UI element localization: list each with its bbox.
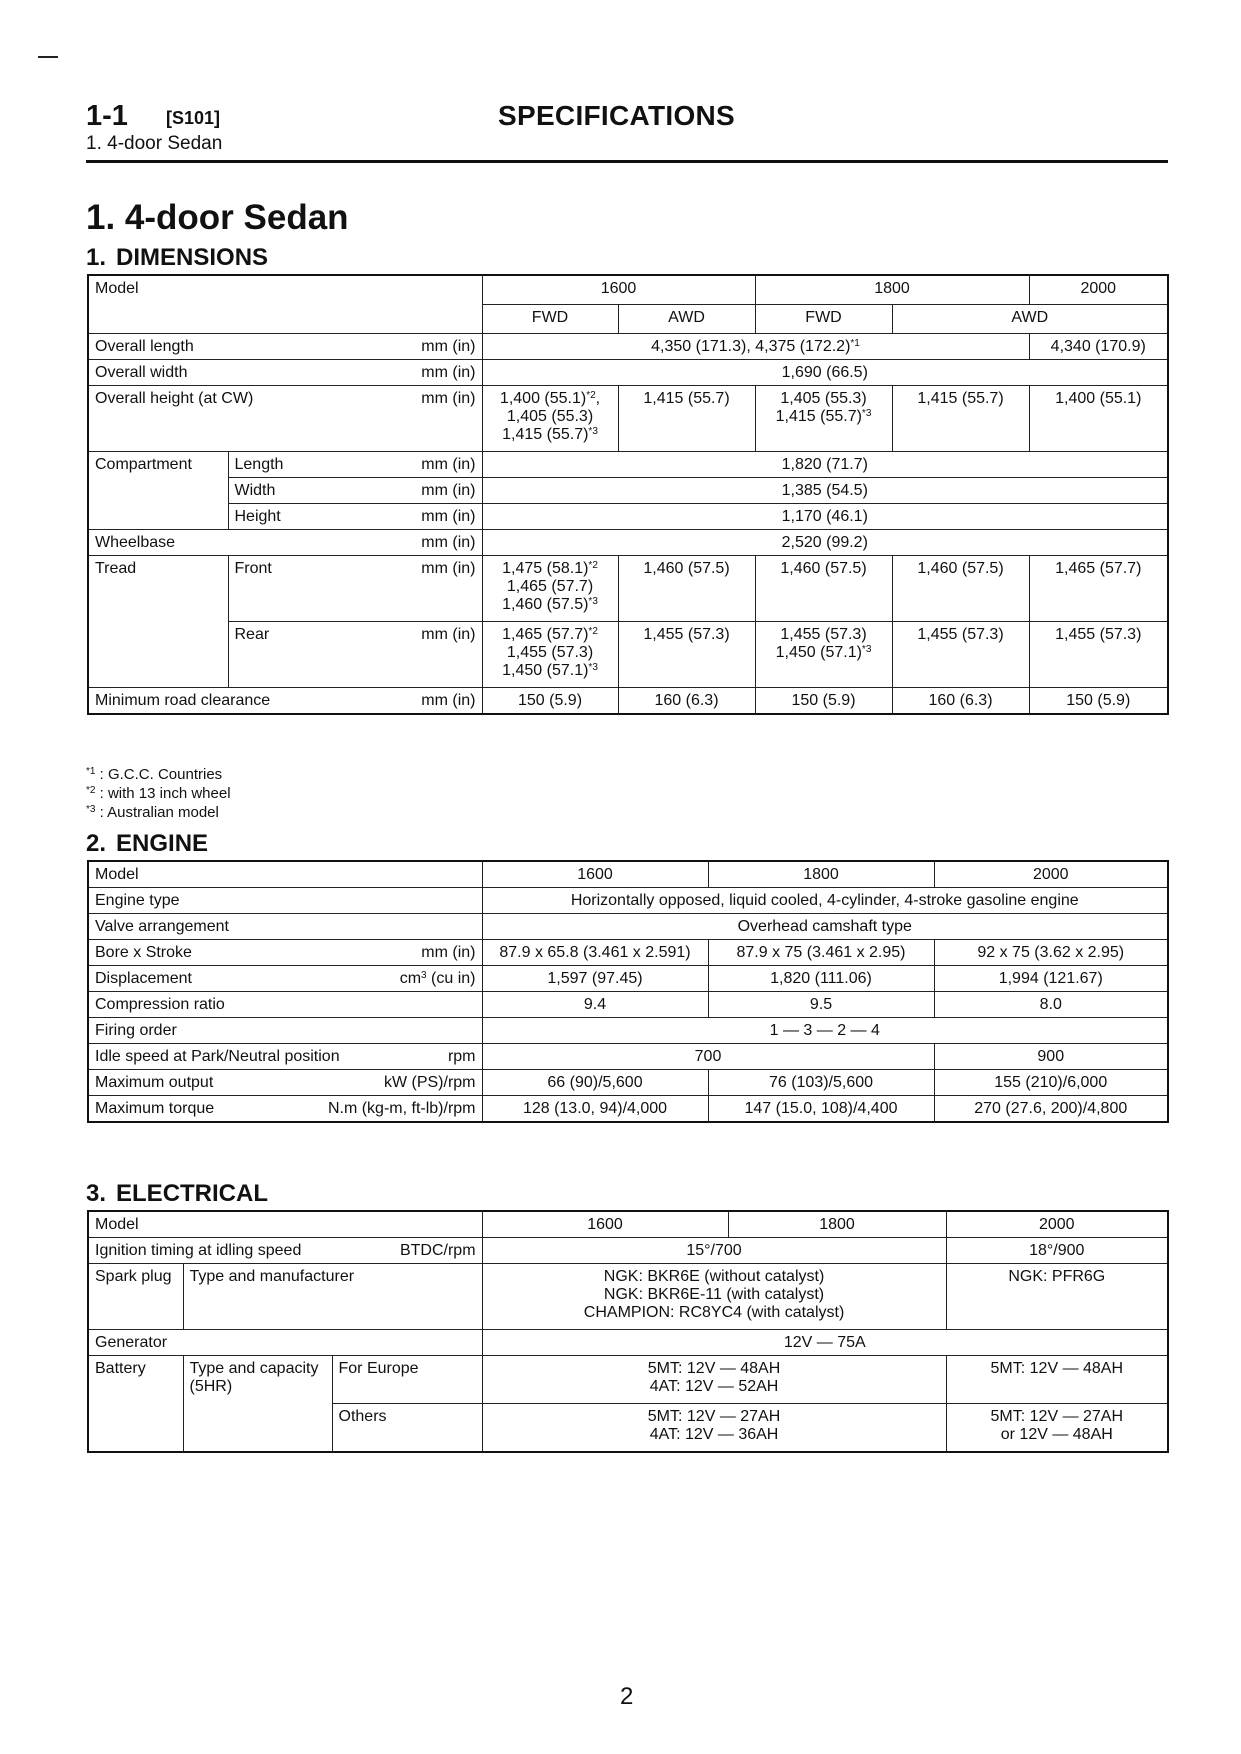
table-row [88,1238,1168,1264]
displacement-label: Displacement $cm^3$ (cu in) [88,966,482,992]
displacement-value: 1,597 (97.45) [482,966,708,992]
table-row [88,688,1168,715]
displacement-value: 1,994 (121.67) [934,966,1168,992]
min-clearance-value: 150 (5.9) [755,688,892,715]
model-2000: 2000 [946,1211,1168,1238]
engine-type-value: Horizontally opposed, liquid cooled, 4-cylinder, 4-stroke gasoline engine [482,888,1168,914]
tread-front-1600-awd: 1,460 (57.5) [618,556,755,622]
engine-heading-num: 2. [86,830,107,857]
torque-value: 128 (13.0, 94)/4,000 [482,1096,708,1123]
battery-europe-value-2000: 5MT: 12V — 48AH [946,1356,1168,1404]
table-row [88,914,1168,940]
footnotes [86,765,231,822]
output-label: Maximum output kW (PS)/rpm [88,1070,482,1096]
engine-heading [86,830,208,858]
table-row [88,861,1168,888]
table-row [88,992,1168,1018]
scan-mark [38,56,58,58]
overall-height-1600-awd: 1,415 (55.7) [618,386,755,452]
table-row [88,386,1168,452]
tread-front-1800-awd: 1,460 (57.5) [892,556,1029,622]
header-rule [86,160,1168,163]
table-row [88,1356,1168,1404]
generator-value: 12V — 75A [482,1330,1168,1356]
engine-table [87,860,1169,1123]
section-number: 1-1 [86,100,128,132]
table-row [88,1264,1168,1330]
bore-value: 92 x 75 (3.62 x 2.95) [934,940,1168,966]
drive-awd-1800-2000: AWD [892,305,1168,334]
compartment-width-value: 1,385 (54.5) [482,478,1168,504]
output-value: 155 (210)/6,000 [934,1070,1168,1096]
min-clearance-label: Minimum road clearance mm (in) [88,688,482,715]
tread-front-1600-fwd: 1,475 $(58.1)^{*2}$ 1,465 (57.7) 1,460 $(57.5)^{*3}$ [482,556,618,622]
model-1800: 1800 [755,275,1029,305]
electrical-heading-text: ELECTRICAL [116,1180,269,1207]
spark-plug-value-1600-1800: NGK: BKR6E (without catalyst) NGK: BKR6E-11 (with catalyst) CHAMPION: RC8YC4 (with catalyst) [482,1264,946,1330]
compartment-height-label: Height mm (in) [228,504,482,530]
min-clearance-value: 150 (5.9) [1029,688,1168,715]
battery-sub-label: Type and capacity (5HR) [183,1356,332,1453]
overall-height-1800-awd: 1,415 (55.7) [892,386,1029,452]
table-row [88,1330,1168,1356]
drive-fwd-1800: FWD [755,305,892,334]
model-header: Model [88,275,482,334]
dimensions-heading-text: DIMENSIONS [116,244,269,271]
min-clearance-value: 160 (6.3) [892,688,1029,715]
overall-length-2000: 4,340 (170.9) [1029,334,1168,360]
valve-label: Valve arrangement [88,914,482,940]
tread-rear-1800-fwd: 1,455 (57.3) 1,450 $(57.1)^{*3}$ [755,622,892,688]
torque-value: 270 (27.6, 200)/4,800 [934,1096,1168,1123]
torque-label: Maximum torque N.m (kg-m, ft-lb)/rpm [88,1096,482,1123]
header-title: SPECIFICATIONS [498,100,736,131]
dimensions-heading [86,244,268,272]
min-clearance-value: 160 (6.3) [618,688,755,715]
drive-fwd-1600: FWD [482,305,618,334]
drive-awd-1600: AWD [618,305,755,334]
overall-width-value: 1,690 (66.5) [482,360,1168,386]
model-1600: 1600 [482,861,708,888]
footnote: $^{*3}$ : Australian model [86,804,219,821]
page-title: 1. 4-door Sedan [86,198,349,237]
overall-height-label: Overall height (at CW) mm (in) [88,386,482,452]
output-value: 76 (103)/5,600 [708,1070,934,1096]
tread-rear-1800-awd: 1,455 (57.3) [892,622,1029,688]
compression-value: 9.5 [708,992,934,1018]
spark-plug-value-2000: NGK: PFR6G [946,1264,1168,1330]
wheelbase-label: Wheelbase mm (in) [88,530,482,556]
compression-label: Compression ratio [88,992,482,1018]
compression-value: 8.0 [934,992,1168,1018]
ignition-value-1600-1800: 15°/700 [482,1238,946,1264]
overall-length-label: Overall length mm (in) [88,334,482,360]
model-2000: 2000 [934,861,1168,888]
section-code: [S101] [166,108,221,128]
model-2000: 2000 [1029,275,1168,305]
spark-plug-sub-label: Type and manufacturer [183,1264,482,1330]
engine-type-label: Engine type [88,888,482,914]
idle-value-2000: 900 [934,1044,1168,1070]
overall-width-label: Overall width mm (in) [88,360,482,386]
table-row [88,1044,1168,1070]
tread-rear-label: Rear mm (in) [228,622,482,688]
torque-value: 147 (15.0, 108)/4,400 [708,1096,934,1123]
header-subtitle: 1. 4-door Sedan [86,133,223,154]
displacement-value: 1,820 (111.06) [708,966,934,992]
table-row [88,275,1168,305]
footnote: $^{*1}$ : G.C.C. Countries [86,766,223,783]
bore-label: Bore x Stroke mm (in) [88,940,482,966]
firing-value: 1 — 3 — 2 — 4 [482,1018,1168,1044]
table-row [88,452,1168,478]
compartment-label: Compartment [88,452,228,530]
overall-height-1600-fwd: 1,400 $(55.1)^{*2}$, 1,405 (55.3) 1,415 $(55.7)^{*3}$ [482,386,618,452]
compartment-length-label: Length mm (in) [228,452,482,478]
table-row [88,622,1168,688]
min-clearance-value: 150 (5.9) [482,688,618,715]
engine-heading-text: ENGINE [116,830,209,857]
battery-others-value-2000: 5MT: 12V — 27AH or 12V — 48AH [946,1404,1168,1453]
overall-height-1800-fwd: 1,405 (55.3) 1,415 $(55.7)^{*3}$ [755,386,892,452]
firing-label: Firing order [88,1018,482,1044]
compartment-height-value: 1,170 (46.1) [482,504,1168,530]
tread-rear-2000: 1,455 (57.3) [1029,622,1168,688]
electrical-heading-num: 3. [86,1180,107,1207]
ignition-label: Ignition timing at idling speed BTDC/rpm [88,1238,482,1264]
table-row [88,888,1168,914]
battery-europe-value-1600-1800: 5MT: 12V — 48AH 4AT: 12V — 52AH [482,1356,946,1404]
battery-others-value-1600-1800: 5MT: 12V — 27AH 4AT: 12V — 36AH [482,1404,946,1453]
tread-front-label: Front mm (in) [228,556,482,622]
output-value: 66 (90)/5,600 [482,1070,708,1096]
footnote: $^{*2}$ : with 13 inch wheel [86,785,231,802]
battery-others-label: Others [332,1404,482,1453]
tread-label: Tread [88,556,228,688]
page-number: 2 [620,1683,634,1710]
tread-rear-1600-awd: 1,455 (57.3) [618,622,755,688]
dimensions-table [87,274,1169,715]
model-header: Model [88,861,482,888]
table-row [88,1070,1168,1096]
idle-value-1600-1800: 700 [482,1044,934,1070]
table-row [88,1018,1168,1044]
ignition-value-2000: 18°/900 [946,1238,1168,1264]
table-row [88,334,1168,360]
bore-value: 87.9 x 65.8 (3.461 x 2.591) [482,940,708,966]
dimensions-heading-num: 1. [86,244,107,271]
table-row [88,966,1168,992]
wheelbase-value: 2,520 (99.2) [482,530,1168,556]
spark-plug-label: Spark plug [88,1264,183,1330]
tread-front-1800-fwd: 1,460 (57.5) [755,556,892,622]
compartment-length-value: 1,820 (71.7) [482,452,1168,478]
bore-value: 87.9 x 75 (3.461 x 2.95) [708,940,934,966]
overall-height-2000: 1,400 (55.1) [1029,386,1168,452]
table-row [88,504,1168,530]
battery-europe-label: For Europe [332,1356,482,1404]
compartment-width-label: Width mm (in) [228,478,482,504]
electrical-table [87,1210,1169,1453]
table-row [88,940,1168,966]
table-row [88,556,1168,622]
battery-label: Battery [88,1356,183,1453]
generator-label: Generator [88,1330,482,1356]
model-1600: 1600 [482,1211,728,1238]
table-row [88,1211,1168,1238]
idle-label: Idle speed at Park/Neutral position rpm [88,1044,482,1070]
tread-front-2000: 1,465 (57.7) [1029,556,1168,622]
table-row [88,478,1168,504]
table-row [88,530,1168,556]
overall-length-value: 4,350 (171.3), 4,375 $(172.2)^{*1}$ [482,334,1029,360]
compression-value: 9.4 [482,992,708,1018]
table-row [88,1096,1168,1123]
model-header: Model [88,1211,482,1238]
model-1600: 1600 [482,275,755,305]
tread-rear-1600-fwd: 1,465 $(57.7)^{*2}$ 1,455 (57.3) 1,450 $(57.1)^{*3}$ [482,622,618,688]
model-1800: 1800 [728,1211,946,1238]
electrical-heading [86,1180,268,1208]
table-row [88,360,1168,386]
model-1800: 1800 [708,861,934,888]
valve-value: Overhead camshaft type [482,914,1168,940]
